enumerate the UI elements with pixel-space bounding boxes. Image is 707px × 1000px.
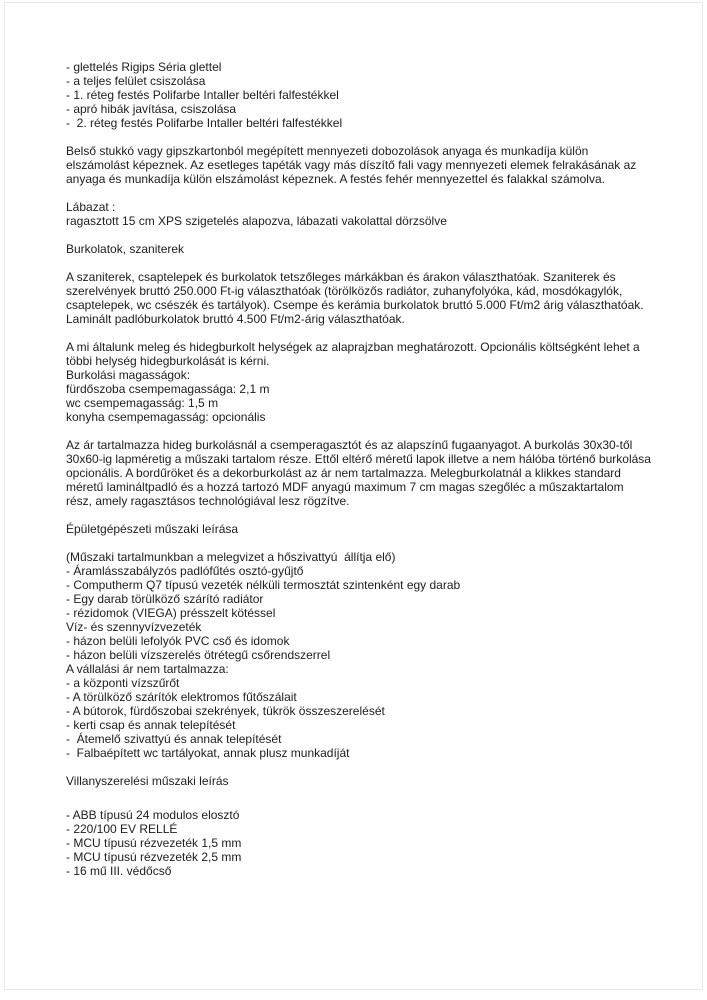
paragraph-text: Belső stukkó vagy gipszkartonból megépített mennyezeti dobozolások anyaga és munkadíja külön elszámolást képeznek. Az esetleges tapéták vagy más díszítő fali vagy mennyezeti elemek felrakásának az anyaga és munkadíja külön elszámolást képeznek. A festés fehér mennyezettel és falakkal számolva. — [66, 144, 640, 186]
document-content — [66, 60, 655, 892]
document-page — [4, 2, 703, 990]
section-heading: Villanyszerelési műszaki leírás — [66, 774, 229, 788]
list-item: - a központi vízszűrőt — [66, 676, 180, 690]
stucco-paragraph — [66, 144, 652, 186]
section-heading: Épületgépészeti műszaki leírása — [66, 522, 239, 536]
painting-task-list — [66, 60, 652, 130]
list-item: - 220/100 EV RELLÉ — [66, 822, 178, 836]
coverings-heading — [66, 242, 652, 256]
plinth-body: ragasztott 15 cm XPS szigetelés alapozva, lábazati vakolattal dörzsölve — [66, 214, 447, 228]
list-item: - Computherm Q7 típusú vezeték nélküli termosztát szintenként egy darab — [66, 578, 461, 592]
list-item: - Átemelő szivattyú és annak telepítését — [66, 732, 282, 746]
list-item: - Áramlásszabályzós padlófűtés osztó-gyűjtő — [66, 564, 304, 578]
covering-heights-intro: A mi általunk meleg és hidegburkolt helységek az alaprajzban meghatározott. Opcionális költségként lehet a többi helység hidegburkolását is kérni. — [66, 340, 644, 368]
list-item: - 2. réteg festés Polifarbe Intaller beltéri falfestékkel — [66, 116, 343, 130]
subsection-label: Víz- és szennyvízvezeték — [66, 620, 202, 634]
covering-height-item: konyha csempemagasság: opcionális — [66, 410, 266, 424]
covering-heights-label: Burkolási magasságok: — [66, 368, 191, 382]
list-item: - apró hibák javítása, csiszolása — [66, 102, 237, 116]
sanitary-paragraph — [66, 270, 652, 326]
list-item: - 1. réteg festés Polifarbe Intaller beltéri falfestékkel — [66, 88, 339, 102]
electrical-heading — [66, 774, 652, 788]
list-item: - házon belüli lefolyók PVC cső és idomok — [66, 634, 290, 648]
covering-height-item: fürdőszoba csempemagassága: 2,1 m — [66, 382, 270, 396]
list-item: - házon belüli vízszerelés ötrétegű csőrendszerrel — [66, 648, 331, 662]
list-item: - MCU típusú rézvezeték 2,5 mm — [66, 850, 242, 864]
plinth-title: Lábazat : — [66, 200, 116, 214]
mechanical-heading — [66, 522, 652, 536]
list-item: - ABB típusú 24 modulos elosztó — [66, 808, 240, 822]
list-item: - kerti csap és annak telepítését — [66, 718, 236, 732]
covering-heights-section — [66, 340, 652, 424]
paragraph-text: A szaniterek, csaptelepek és burkolatok tetszőleges márkákban és árakon választhatóak. Szaniterek és szerelvények bruttó 250.000 Ft-ig választhatóak (törölközős radiátor, zuhanyfolyóka, kád, mosdókagylók, csaptelepek, wc csészék és tartályok). Csempe és kerámia burkolatok bruttó 5.000 Ft/m2 árig választhatóak. Laminált padlóburkolatok bruttó 4.500 Ft/m2-árig választhatóak. — [66, 270, 647, 326]
section-heading: Burkolatok, szaniterek — [66, 242, 185, 256]
mechanical-section — [66, 550, 652, 760]
covering-height-item: wc csempemagasság: 1,5 m — [66, 396, 219, 410]
paragraph-text: Az ár tartalmazza hideg burkolásnál a csemperagasztót és az alapszínű fugaanyagot. A burkolás 30x30-től 30x60-ig lapméretig a műszaki tartalom része. Ettől eltérő méretű lapok illetve a nem hálóba történő burkolása opcionális. A bordűröket és a dekorburkolást az ár nem tartalmazza. Melegburkolatnál a klikkes standard méretű lamináltpadló és a hozzá tartozó MDF anyagú maximum 7 cm magas szegőléc a műszaktartalom rész, amely ragasztásos technológiával lesz rögzítve. — [66, 438, 655, 508]
list-item: - a teljes felület csiszolása — [66, 74, 206, 88]
list-item: - MCU típusú rézvezeték 1,5 mm — [66, 836, 242, 850]
electrical-section — [66, 808, 652, 878]
list-item: - glettelés Rigips Séria glettel — [66, 60, 222, 74]
price-paragraph — [66, 438, 655, 508]
list-item: - A bútorok, fürdőszobai szekrények, tükrök összeszerelését — [66, 704, 385, 718]
subsection-label: A vállalási ár nem tartalmazza: — [66, 662, 229, 676]
list-item: - 16 mű III. védőcső — [66, 864, 172, 878]
list-item: - rézidomok (VIEGA) présszelt kötéssel — [66, 606, 276, 620]
list-item: - Falbaépített wc tartályokat, annak plusz munkadíját — [66, 746, 350, 760]
mech-note: (Műszaki tartalmunkban a melegvizet a hőszivattyú állítja elő) — [66, 550, 396, 564]
plinth-section — [66, 200, 652, 228]
list-item: - A törülköző szárítók elektromos fűtőszálait — [66, 690, 297, 704]
list-item: - Egy darab törülköző szárító radiátor — [66, 592, 264, 606]
